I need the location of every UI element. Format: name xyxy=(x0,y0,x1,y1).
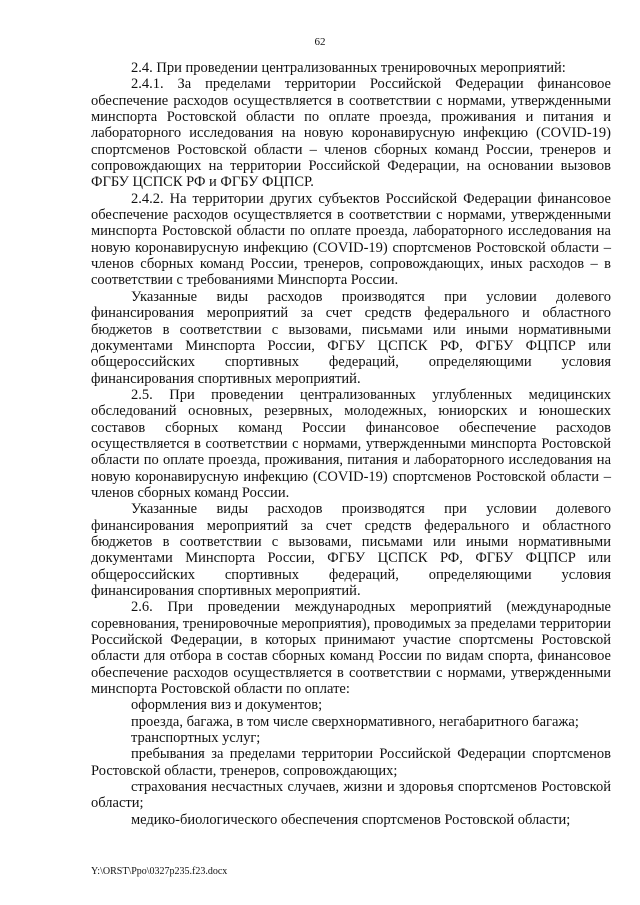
paragraph-2-6: 2.6. При проведении международных мероприятий (международные соревнования, тренировочные мероприятия), проводимых за пределами территории Российской Федерации, в которых принимают участие спортсмены Ростовской области для отбора в состав сборных команд России по видам спорта, финансовое обеспечение расходов осуществляется в соответствии с нормами, утвержденными минспорта Ростовской области по оплате: xyxy=(91,599,611,698)
paragraph-2-4-2: 2.4.2. На территории других субъектов Российской Федерации финансовое обеспечение расходов осуществляется в соответствии с нормами, утвержденными минспорта Ростовской области по оплате проезда, лабораторного исследования на новую коронавирусную инфекцию (COVID-19) спортсменов Ростовской области – членов сборных команд России, тренеров, сопровождающих, иных расходов – в соответствии с требованиями Минспорта России. xyxy=(91,190,611,289)
page-number: 62 xyxy=(314,36,326,48)
list-item-travel-baggage: проезда, багажа, в том числе сверхнормативного, негабаритного багажа; xyxy=(131,713,579,730)
list-item-visas: оформления виз и документов; xyxy=(131,697,323,714)
list-item-medical: медико-биологического обеспечения спортсменов Ростовской области; xyxy=(131,811,571,828)
list-item-transport: транспортных услуг; xyxy=(131,730,261,747)
paragraph-financing-note-2: Указанные виды расходов производятся при условии долевого финансирования мероприятий за счет средств федерального и областного бюджетов в соответствии с вызовами, письмами или иными нормативными документами Минспорта России, ФГБУ ЦСПСК РФ, ФГБУ ФЦПСР или общероссийских спортивных федераций, определяющими условия финансирования спортивных мероприятий. xyxy=(91,501,611,599)
paragraph-2-4: 2.4. При проведении централизованных тренировочных мероприятий: xyxy=(131,60,566,76)
document-body xyxy=(91,60,611,828)
paragraph-2-5: 2.5. При проведении централизованных углубленных медицинских обследований основных, резервных, молодежных, юниорских и юношеских составов сборных команд России финансовое обеспечение расходов осуществляется в соответствии с нормами, утвержденными минспорта Ростовской области по оплате проезда, проживания, питания и лабораторного исследования на новую коронавирусную инфекцию (COVID-19) спортсменов Ростовской области – членов сборных команд России. xyxy=(91,386,611,501)
footer-file-path: Y:\ORST\Ppo\0327p235.f23.docx xyxy=(91,866,228,877)
paragraph-2-4-1: 2.4.1. За пределами территории Российской Федерации финансовое обеспечение расходов осуществляется в соответствии с нормами, утвержденными минспорта Ростовской области по оплате проезда, проживания и питания и лабораторного исследования на новую коронавирусную инфекцию (COVID-19) спортсменов Ростовской области – членов сборных команд России, тренеров и сопровождающих на территории Российской Федерации, на основании вызовов ФГБУ ЦСПСК РФ и ФГБУ ФЦПСР. xyxy=(91,76,611,191)
list-item-insurance: страхования несчастных случаев, жизни и здоровья спортсменов Ростовской области; xyxy=(91,779,611,812)
list-item-stay: пребывания за пределами территории Российской Федерации спортсменов Ростовской области, тренеров, сопровождающих; xyxy=(91,746,611,779)
paragraph-financing-note-1: Указанные виды расходов производятся при условии долевого финансирования мероприятий за счет средств федерального и областного бюджетов в соответствии с вызовами, письмами или иными нормативными документами Минспорта России, ФГБУ ЦСПСК РФ, ФГБУ ФЦПСР или общероссийских спортивных федераций, определяющими условия финансирования спортивных мероприятий. xyxy=(91,288,611,387)
